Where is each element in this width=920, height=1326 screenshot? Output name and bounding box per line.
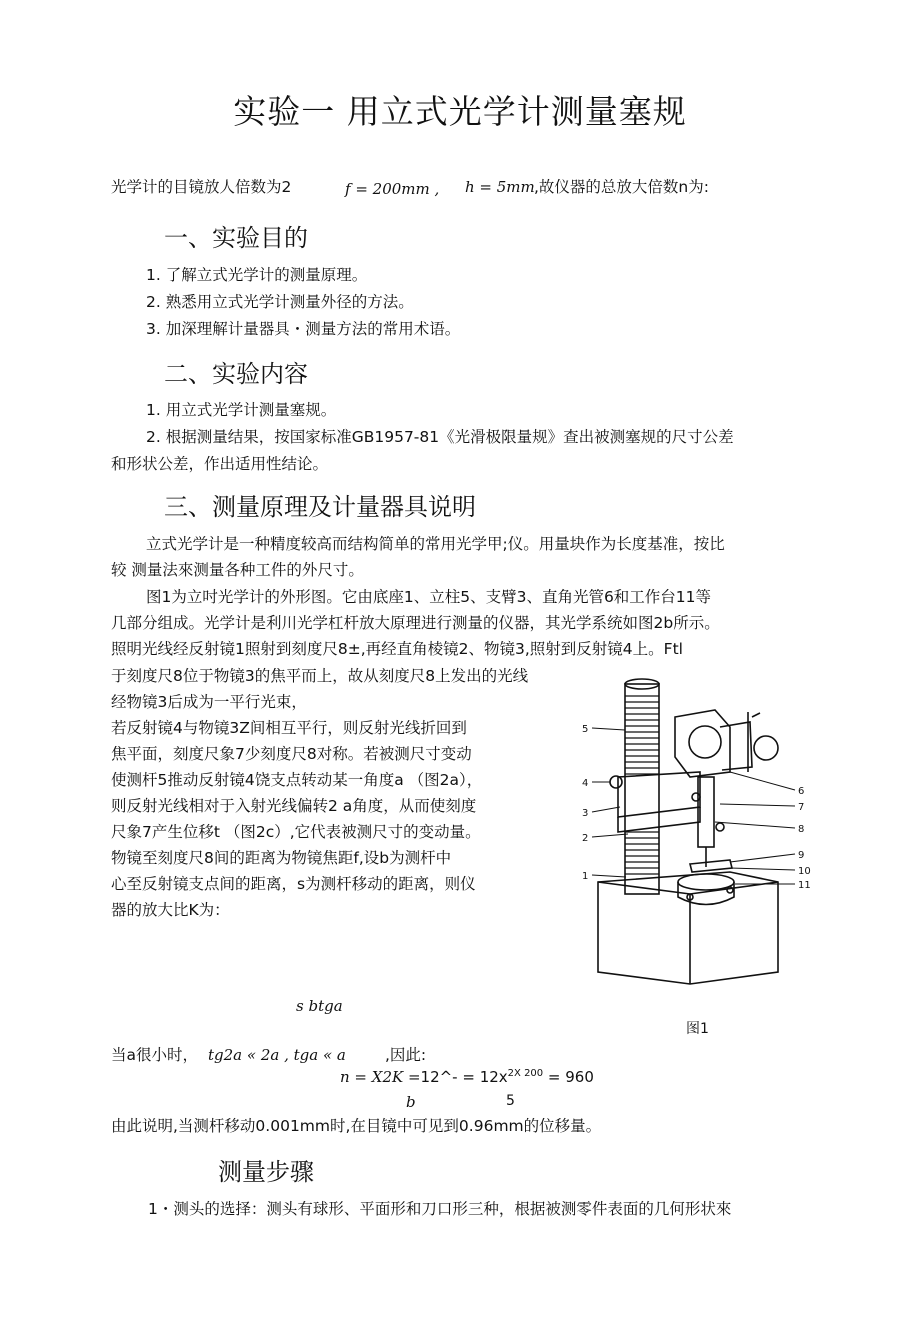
formula-s-btga: s btga	[296, 997, 343, 1015]
equation-n: n = X2K =	[340, 1068, 421, 1086]
section4-heading: 测量步骤	[218, 1158, 314, 1186]
equation-superscript: 2X 200	[507, 1068, 544, 1079]
figure-label: 2	[582, 833, 589, 844]
section3-heading: 三、测量原理及计量器具说明	[164, 493, 476, 521]
figure-label: 7	[798, 802, 805, 813]
body-line: 尺象7产生位移t （图2c）,它代表被测尺寸的变动量。	[111, 823, 481, 841]
intro-formula-f: f = 200mm ,	[345, 180, 440, 198]
equation-rest-b: = 960	[543, 1068, 594, 1086]
figure-label: 3	[582, 808, 589, 819]
small-angle-text: 当a很小时，	[111, 1046, 198, 1064]
body-line: 图1为立吋光学计的外形图。它由底座1、立柱5、支臂3、直角光管6和工作台11等	[146, 588, 712, 606]
optical-comparator-figure	[580, 672, 840, 1002]
page-title: 实验一 用立式光学计测量塞规	[233, 92, 687, 131]
figure-label: 8	[798, 824, 805, 835]
body-line: 焦平面，刻度尺象7少刻度尺8对称。若被测尺寸变动	[111, 745, 472, 763]
section1-heading: 一、实验目的	[164, 224, 308, 252]
intro-text-b: ,故仪器的总放大倍数n为:	[534, 178, 709, 196]
body-line: 则反射光线相对于入射光线偏转2 a角度，从而使刻度	[111, 797, 477, 815]
section2-item: 2. 根据测量结果，按国家标准GB1957-81《光滑极限量规》查出被测塞规的尺寸公差	[146, 428, 734, 446]
section1-item: 1. 了解立式光学计的测量原理。	[146, 266, 368, 284]
section2-heading: 二、实验内容	[164, 360, 308, 388]
figure-label: 9	[798, 850, 805, 861]
section1-item: 2. 熟悉用立式光学计测量外径的方法。	[146, 293, 414, 311]
section2-item: 1. 用立式光学计测量塞规。	[146, 401, 337, 419]
section1-item: 3. 加深理解计量器具・测量方法的常用术语。	[146, 320, 461, 338]
body-line: 立式光学计是一种精度较高而结构简单的常用光学甲;仪。用量块作为长度基准，按比	[146, 535, 725, 553]
figure-label: 11	[798, 880, 811, 891]
section2-item: 和形状公差，作出适用性结论。	[111, 455, 329, 473]
body-line: 器的放大比K为：	[111, 901, 230, 919]
figure-label: 10	[798, 866, 811, 877]
figure-label: 4	[582, 778, 589, 789]
intro-text-a: 光学计的目镜放人倍数为2	[111, 178, 292, 196]
magnification-equation	[340, 1068, 594, 1086]
equation-denominator: 5	[506, 1093, 515, 1109]
small-angle-tail: ,因此:	[385, 1046, 427, 1064]
body-line: 经物镜3后成为一平行光束，	[111, 693, 307, 711]
equation-rest-a: 12^- = 12x	[420, 1068, 508, 1086]
body-line: 心至反射镜支点间的距离，s为测杆移动的距离，则仪	[111, 875, 476, 893]
body-line: 使测杆5推动反射镜4饶支点转动某一角度a （图2a），	[111, 771, 483, 789]
figure-caption: 图1	[686, 1021, 709, 1037]
equation-b: b	[406, 1093, 416, 1111]
body-line: 较 测量法來测量各种工件的外尺寸。	[111, 561, 364, 579]
body-line: 几部分组成。光学计是利川光学杠杆放大原理进行测量的仪器，其光学系统如图2b所示。	[111, 614, 720, 632]
body-line: 照明光线经反射镜1照射到刻度尺8±,再经直角棱镜2、物镜3,照射到反射镜4上。Ftl	[111, 640, 683, 658]
figure-label: 1	[582, 871, 589, 882]
intro-formula-h: h = 5mm	[465, 178, 535, 196]
small-angle-formula: tg2a « 2a , tga « a	[208, 1046, 346, 1064]
figure-label: 6	[798, 786, 805, 797]
figure-label: 5	[582, 724, 589, 735]
section4-line: 1・测头的选择：测头有球形、平面形和刀口形三种，根据被测零件表面的几何形状來	[148, 1200, 732, 1218]
conclusion-line: 由此说明,当测杆移动0.001mm时,在目镜中可见到0.96mm的位移量。	[111, 1117, 602, 1135]
body-line: 物镜至刻度尺8间的距离为物镜焦距f,设b为测杆中	[111, 849, 452, 867]
body-line: 于刻度尺8位于物镜3的焦平而上，故从刻度尺8上发出的光线	[111, 667, 529, 685]
body-line: 若反射镜4与物镜3Z间相互平行，则反射光线折回到	[111, 719, 467, 737]
